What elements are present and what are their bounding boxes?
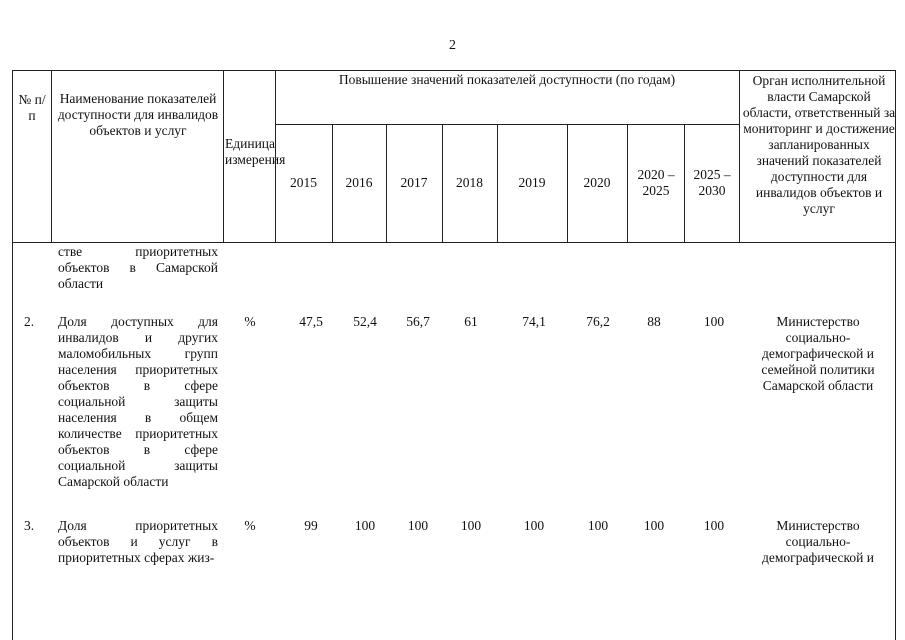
row-value: 52,4 bbox=[353, 314, 377, 329]
header-name: Наименование показателей доступности для инвалидов объектов и услуг bbox=[57, 91, 219, 138]
row-unit: % bbox=[244, 314, 256, 329]
row-value: 100 bbox=[460, 518, 482, 533]
row-name: Доля доступных для инвалидов и других маломобильных групп населения приоритетных объектов в сфере социальной защиты населения в общем количестве приоритетных объектов в сфере социальной защиты Самарской области bbox=[58, 314, 218, 489]
header-year-2025-2030: 2025 – 2030 bbox=[693, 167, 731, 198]
row-name: Доля приоритетных объектов и услуг в приоритетных сферах жиз- bbox=[58, 518, 218, 565]
header-unit: Единица измерения bbox=[225, 136, 286, 167]
row-value: 74,1 bbox=[522, 314, 546, 329]
row-unit: % bbox=[244, 518, 256, 533]
header-org: Орган исполнительной власти Самарской области, ответственный за мониторинг и достижение запланированных значений показателей доступности для инвалидов объектов и услуг bbox=[742, 73, 896, 216]
row-value: 61 bbox=[464, 314, 478, 329]
row-value: 47,5 bbox=[299, 314, 323, 329]
header-group: Повышение значений показателей доступности (по годам) bbox=[338, 72, 676, 87]
row-value: 100 bbox=[703, 314, 725, 329]
header-year-2016: 2016 bbox=[345, 175, 373, 190]
row-value: 100 bbox=[703, 518, 725, 533]
row-num: 2. bbox=[23, 314, 35, 329]
row-value: 100 bbox=[354, 518, 376, 533]
header-year-2017: 2017 bbox=[400, 175, 428, 190]
row-value: 100 bbox=[587, 518, 609, 533]
row-org: Министерство социально-демографической и семейной политики Самарской области bbox=[761, 314, 875, 393]
continuation-text: стве приоритетных объектов в Самарской области bbox=[58, 244, 218, 291]
row-value: 88 bbox=[647, 314, 661, 329]
row-value: 76,2 bbox=[586, 314, 610, 329]
header-year-2015: 2015 bbox=[290, 175, 317, 190]
table-header bbox=[12, 70, 896, 243]
row-value: 100 bbox=[523, 518, 545, 533]
row-value: 56,7 bbox=[406, 314, 430, 329]
page-number: 2 bbox=[449, 38, 456, 53]
row-org: Министерство социально-демографической и bbox=[762, 518, 874, 565]
row-value: 100 bbox=[407, 518, 429, 533]
row-value: 100 bbox=[643, 518, 665, 533]
header-year-2018: 2018 bbox=[456, 175, 483, 190]
header-year-2020: 2020 bbox=[583, 175, 611, 190]
header-year-2020-2025: 2020 – 2025 bbox=[637, 167, 675, 198]
header-num: № п/п bbox=[18, 92, 46, 123]
row-value: 99 bbox=[304, 518, 318, 533]
header-year-2019: 2019 bbox=[518, 175, 546, 190]
row-num: 3. bbox=[23, 518, 35, 533]
